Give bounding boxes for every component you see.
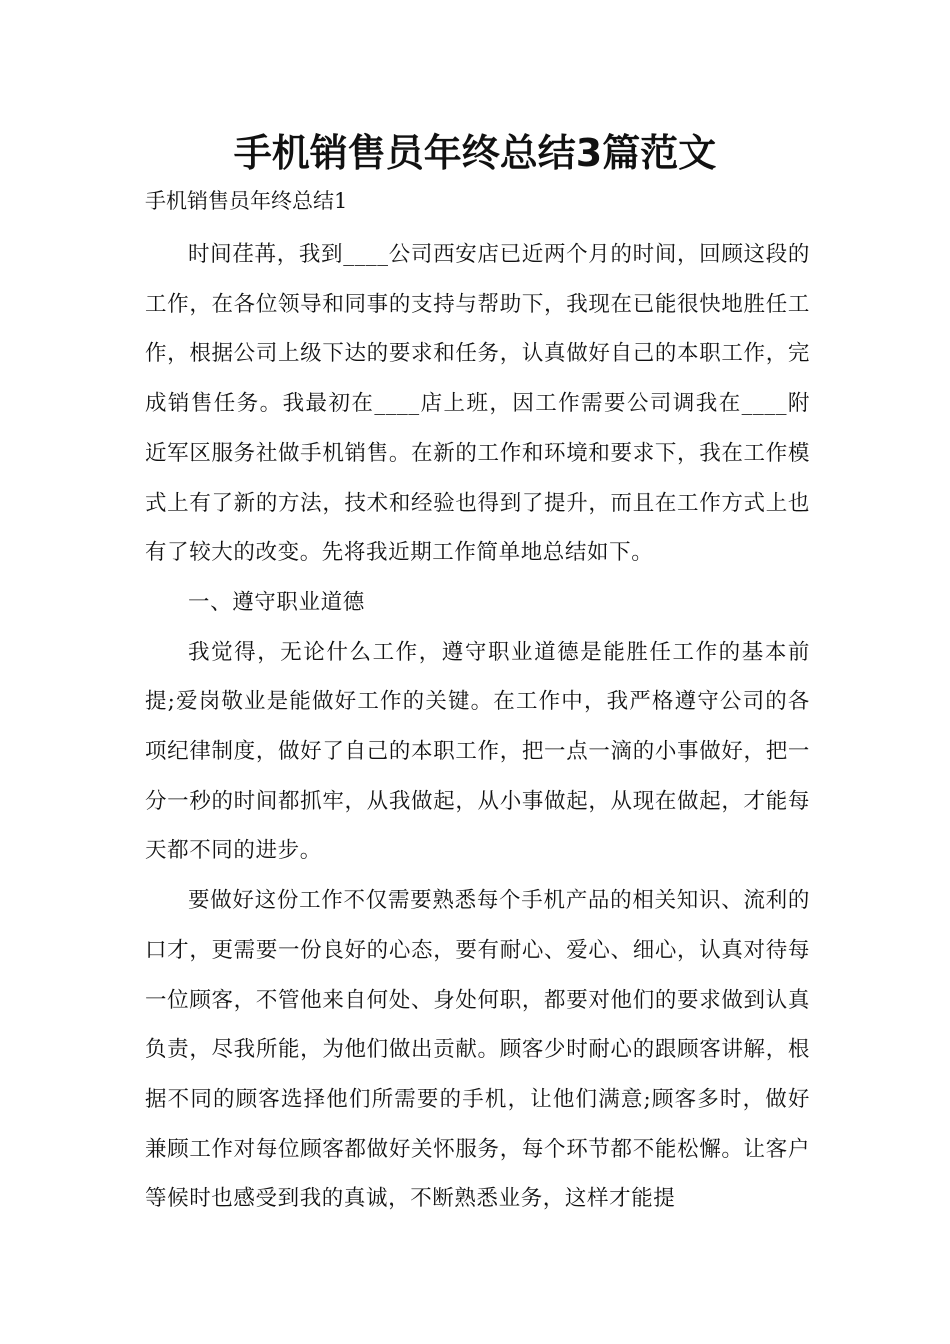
- paragraph-ethics: 我觉得，无论什么工作，遵守职业道德是能胜任工作的基本前提;爱岗敬业是能做好工作的关键。在工作中，我严格遵守公司的各项纪律制度，做好了自己的本职工作，把一点一滴的小事做好，把一分一秒的时间都抓牢，从我做起，从小事做起，从现在做起，才能每天都不同的进步。: [145, 639, 810, 864]
- section-title: 手机销售员年终总结1: [145, 189, 348, 213]
- document-body: [145, 230, 810, 1224]
- document-title: 手机销售员年终总结3篇范文: [233, 131, 717, 175]
- paragraph-service: 要做好这份工作不仅需要熟悉每个手机产品的相关知识、流利的口才，更需要一份良好的心态，要有耐心、爱心、细心，认真对待每一位顾客，不管他来自何处、身处何职，都要对他们的要求做到认真负责，尽我所能，为他们做出贡献。顾客少时耐心的跟顾客讲解，根据不同的顾客选择他们所需要的手机，让他们满意;顾客多时，做好兼顾工作对每位顾客都做好关怀服务，每个环节都不能松懈。让客户等候时也感受到我的真诚，不断熟悉业务，这样才能提: [145, 888, 810, 1212]
- heading-professional-ethics: 一、遵守职业道德: [188, 589, 365, 615]
- paragraph-intro: 时间荏苒，我到____公司西安店已近两个月的时间，回顾这段的工作，在各位领导和同事的支持与帮助下，我现在已能很快地胜任工作，根据公司上级下达的要求和任务，认真做好自己的本职工作，完成销售任务。我最初在____店上班，因工作需要公司调我在____附近军区服务社做手机销售。在新的工作和环境和要求下，我在工作模式上有了新的方法，技术和经验也得到了提升，而且在工作方式上也有了较大的改变。先将我近期工作简单地总结如下。: [145, 242, 810, 566]
